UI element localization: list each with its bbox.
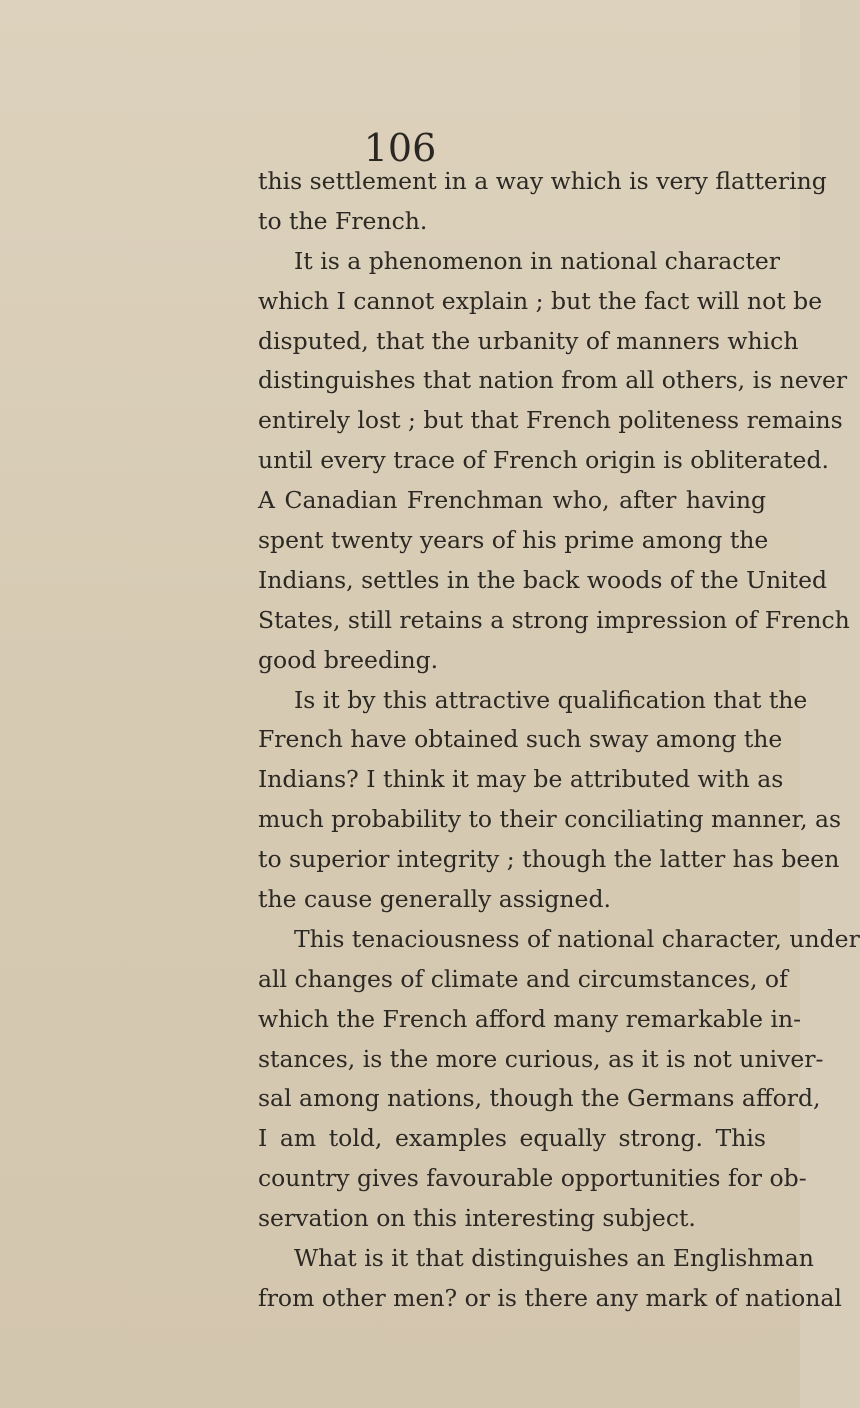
text-line: to the French. [258, 206, 428, 235]
text-line: entirely lost ; but that French politeness remains [258, 406, 843, 435]
text-line: spent twenty years of his prime among the [258, 526, 769, 555]
text-line: I am told, examples equally strong. This [258, 1124, 766, 1153]
text-line: It is a phenomenon in national character [294, 246, 780, 275]
text-line: good breeding. [258, 645, 439, 674]
text-line: which the French afford many remarkable in- [258, 1004, 802, 1033]
text-line: distinguishes that nation from all others, is never [258, 366, 848, 395]
text-line: to superior integrity ; though the latter has been [258, 845, 840, 874]
text-line: Indians, settles in the back woods of the United [258, 565, 828, 594]
text-line: this settlement in a way which is very flattering [258, 167, 827, 195]
text-line: This tenaciousness of national character, under [294, 924, 860, 953]
text-line: disputed, that the urbanity of manners which [258, 326, 799, 355]
text-line: Indians? I think it may be attributed with as [258, 765, 784, 794]
text-line: until every trace of French origin is obliterated. [258, 446, 829, 475]
text-line: which I cannot explain ; but the fact will not be [258, 286, 823, 315]
text-line: the cause generally assigned. [258, 885, 611, 914]
body-text [258, 162, 860, 1319]
text-line: from other men? or is there any mark of national [258, 1283, 842, 1312]
text-line: Is it by this attractive qualification that the [294, 685, 808, 714]
text-line: servation on this interesting subject. [258, 1204, 696, 1233]
text-line: stances, is the more curious, as it is not univer- [258, 1044, 824, 1073]
text-line: all changes of climate and circumstances, of [258, 964, 788, 993]
text-line: States, still retains a strong impression of French [258, 605, 850, 634]
text-line: country gives favourable opportunities for ob- [258, 1164, 807, 1193]
text-line: What is it that distinguishes an Englishman [294, 1244, 814, 1273]
text-line: A Canadian Frenchman who, after having [258, 486, 766, 515]
text-line: much probability to their conciliating manner, as [258, 805, 842, 834]
text-line: sal among nations, though the Germans afford, [258, 1084, 821, 1113]
text-line: French have obtained such sway among the [258, 725, 783, 754]
page-number: 106 [363, 126, 437, 170]
